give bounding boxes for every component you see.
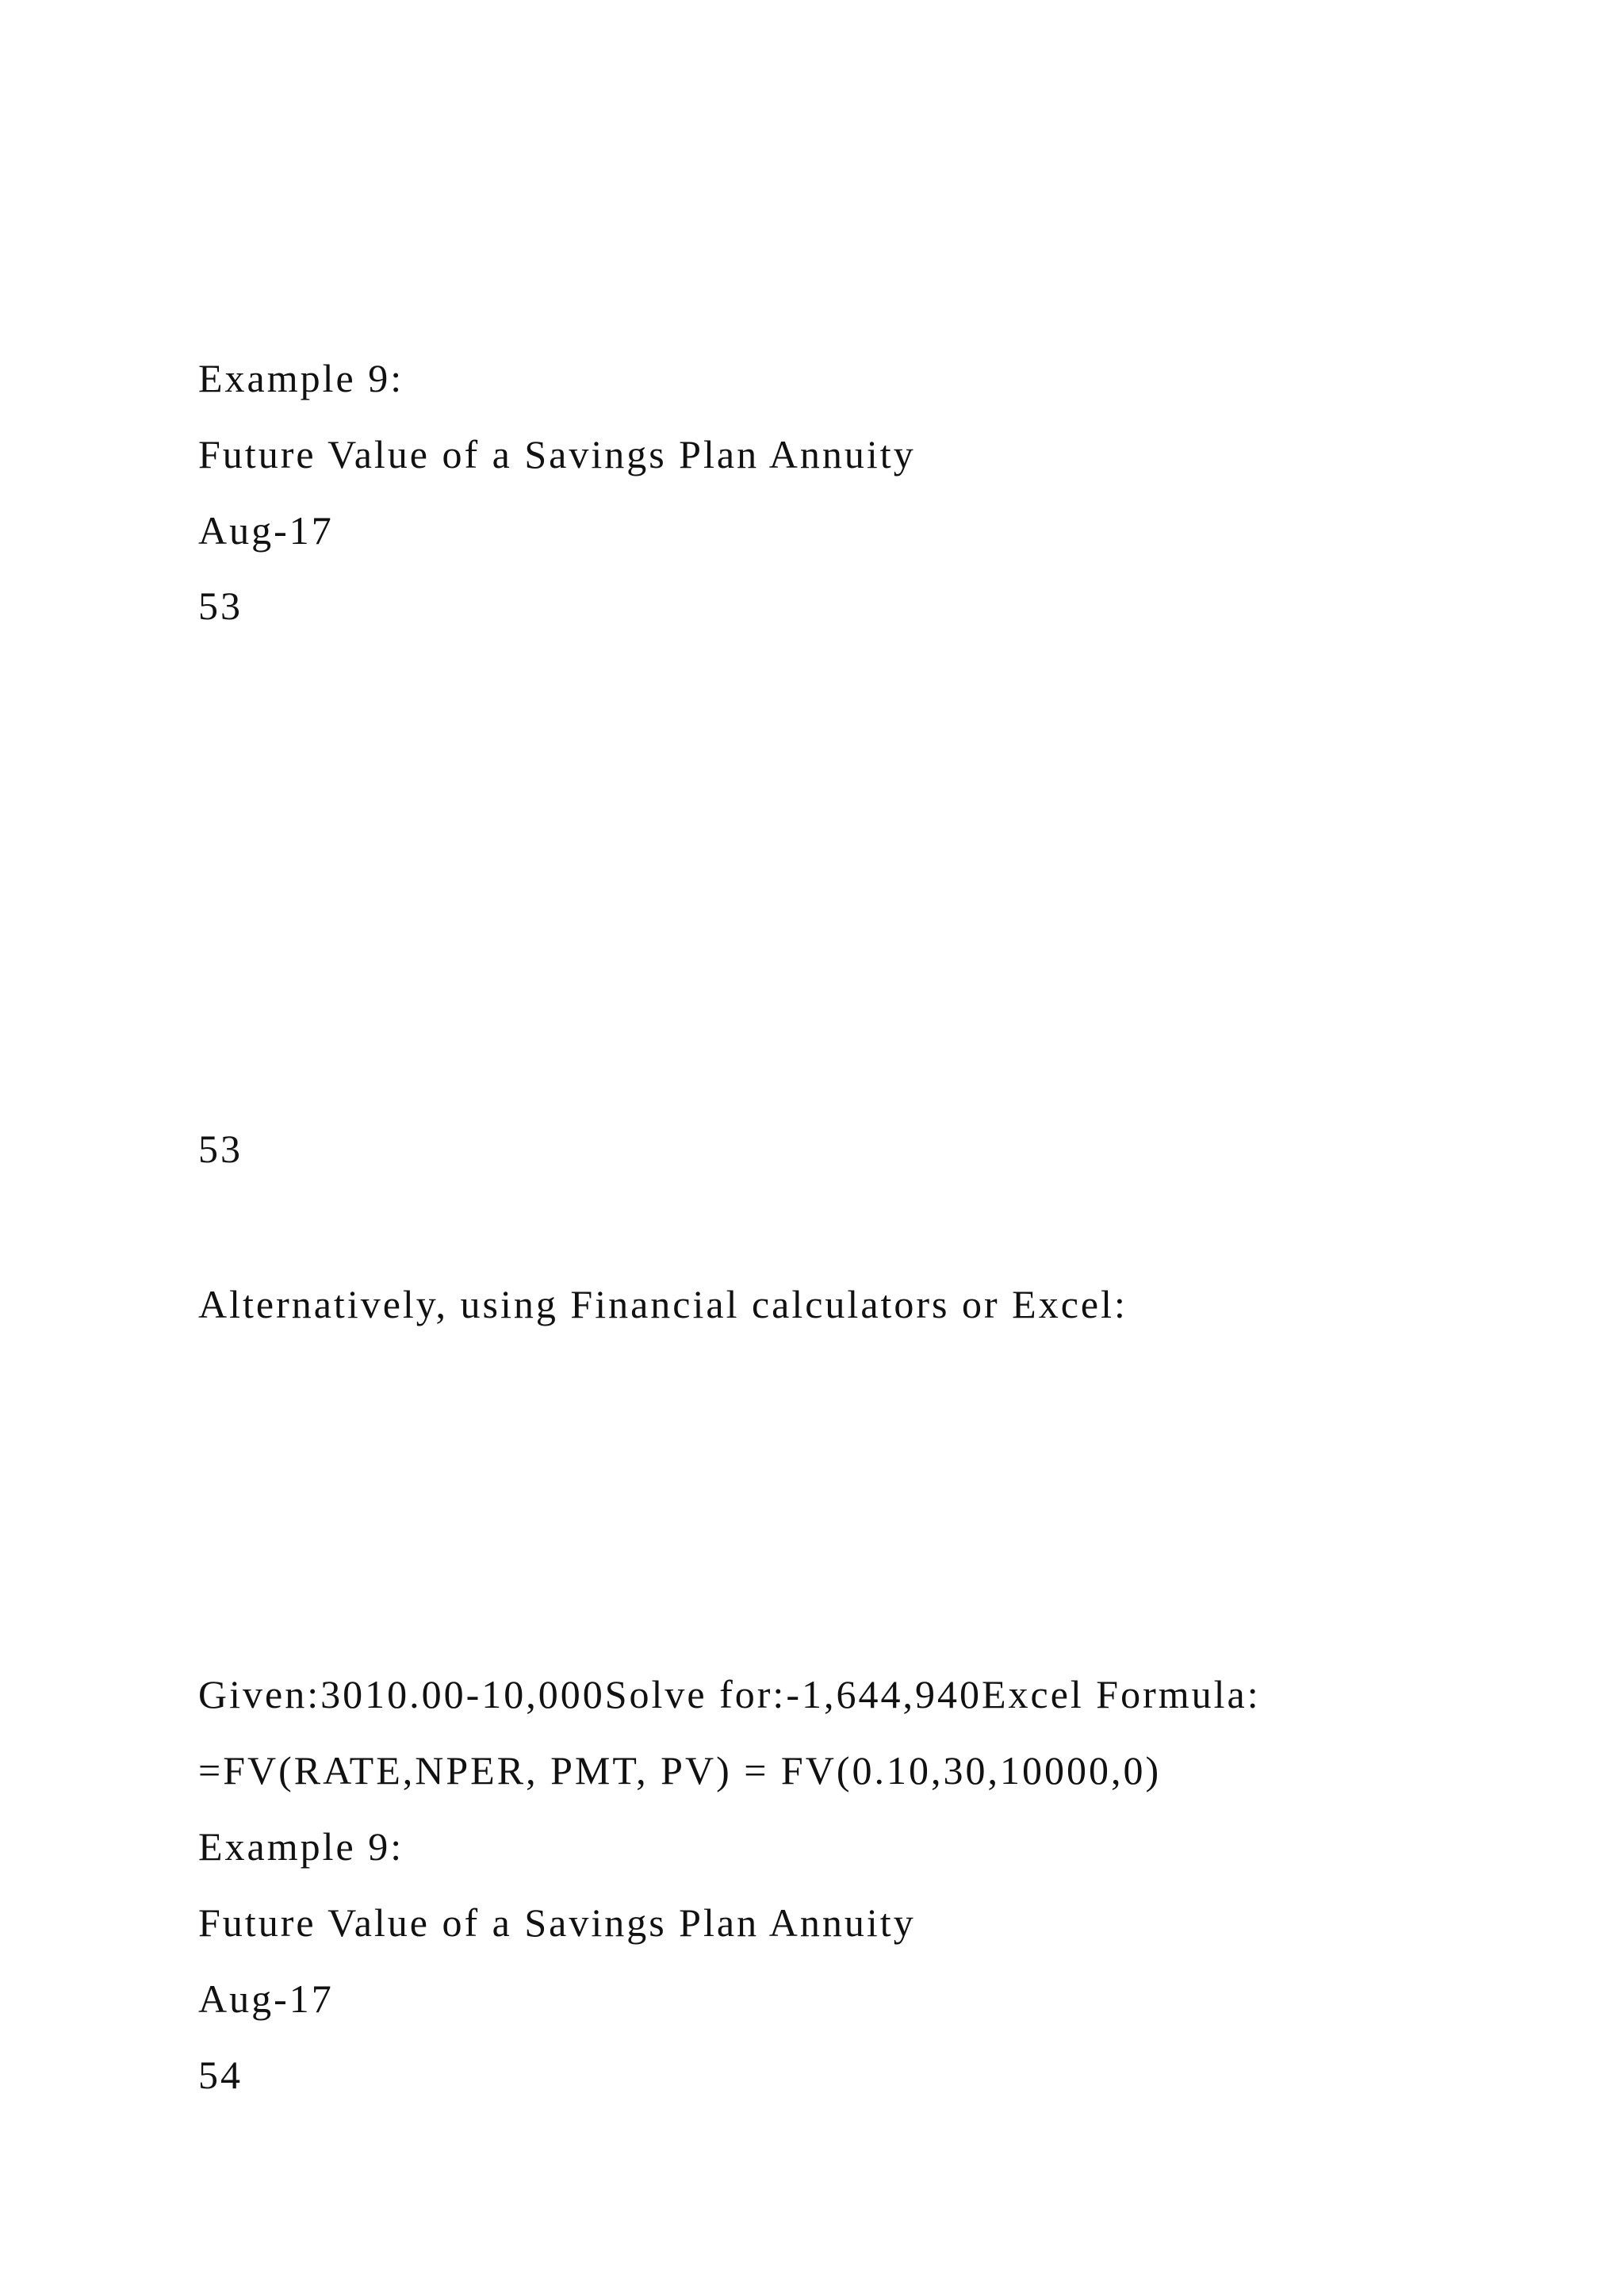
slide-date: Aug-17 bbox=[198, 508, 334, 553]
excel-formula-line: =FV(RATE,NPER, PMT, PV) = FV(0.10,30,10000,0) bbox=[198, 1748, 1162, 1793]
slide-page-number: 53 bbox=[198, 584, 243, 628]
given-solve-line: Given:3010.00-10,000Solve for:-1,644,940Excel Formula: bbox=[198, 1672, 1261, 1716]
slide-date: Aug-17 bbox=[198, 1976, 334, 2021]
slide-page-number: 54 bbox=[198, 2053, 243, 2097]
slide-subtitle: Future Value of a Savings Plan Annuity bbox=[198, 1900, 916, 1945]
slide-subtitle: Future Value of a Savings Plan Annuity bbox=[198, 432, 916, 476]
page-number: 53 bbox=[198, 1127, 243, 1171]
slide-title-example: Example 9: bbox=[198, 1824, 404, 1869]
alternative-method-text: Alternatively, using Financial calculators or Excel: bbox=[198, 1282, 1128, 1326]
slide-title-example: Example 9: bbox=[198, 356, 404, 400]
